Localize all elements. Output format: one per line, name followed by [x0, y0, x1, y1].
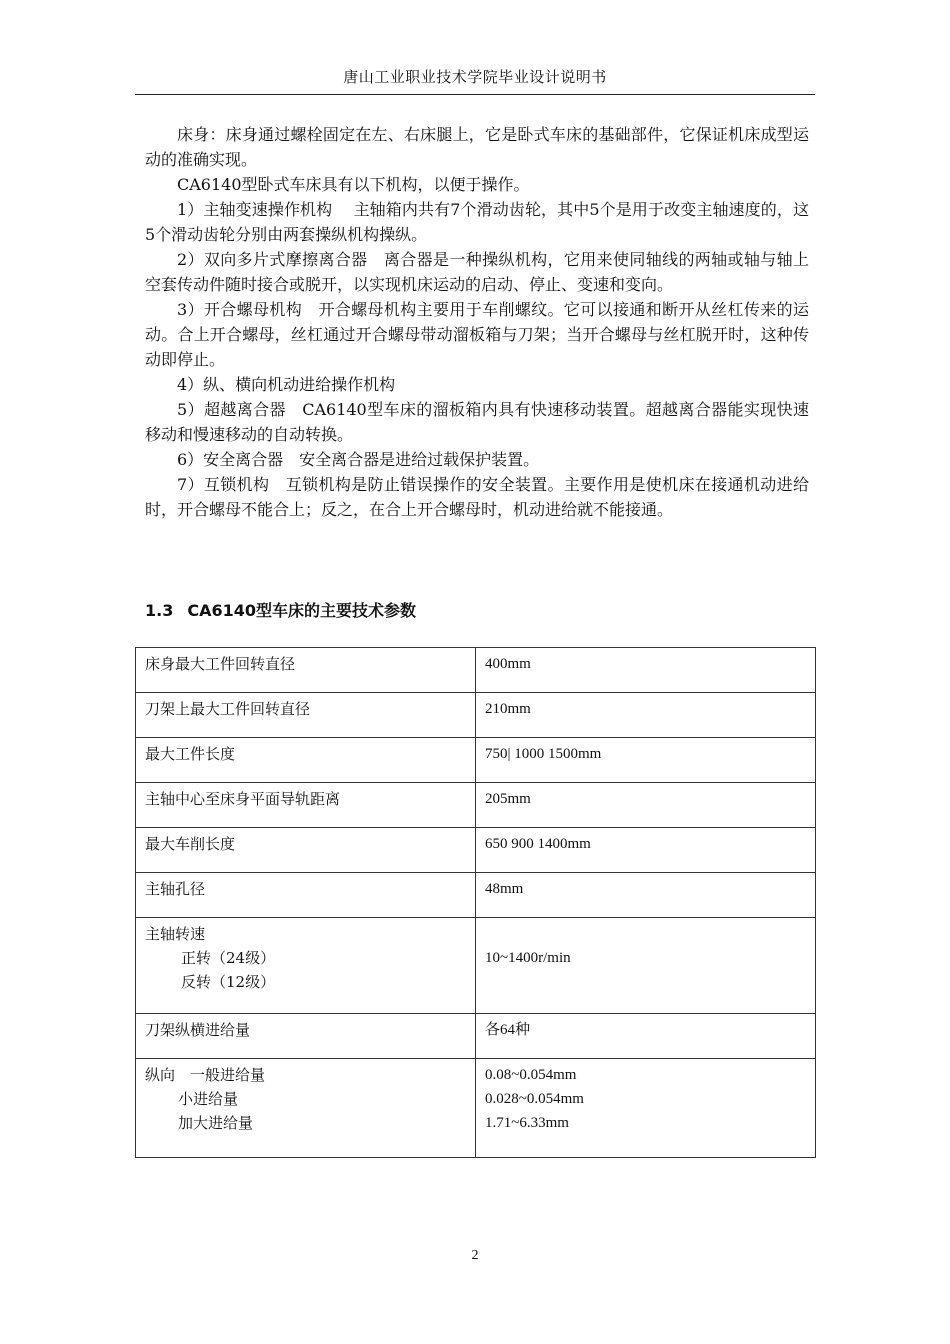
param-value: 0.08~0.054mm [485, 1067, 577, 1083]
header-divider [135, 94, 815, 95]
paragraph: CA6140型卧式车床具有以下机构，以便于操作。 [177, 175, 530, 194]
param-sublabel: 正转（24级） [181, 949, 276, 967]
param-value: 0.028~0.054mm [485, 1091, 584, 1107]
table-row [136, 693, 816, 738]
param-label: 纵向 一般进给量 [145, 1066, 266, 1084]
param-sublabel: 小进给量 [178, 1090, 239, 1108]
paragraph: 床身：床身通过螺栓固定在左、右床腿上，它是卧式车床的基础部件，它保证机床成型运动的准确实现。 [145, 125, 809, 169]
table-row [136, 648, 816, 693]
table-row [136, 738, 816, 783]
param-label: 刀架纵横进给量 [136, 1014, 476, 1059]
param-label: 主轴转速 [145, 925, 206, 943]
param-sublabel: 加大进给量 [178, 1114, 254, 1132]
paragraph: 5）超越离合器 CA6140型车床的溜板箱内具有快速移动装置。超越离合器能实现快速移动和慢速移动的自动转换。 [145, 400, 809, 444]
param-label: 床身最大工件回转直径 [136, 648, 476, 693]
param-sublabel: 反转（12级） [181, 973, 276, 991]
document-header: 唐山工业职业技术学院毕业设计说明书 [343, 68, 607, 86]
table-row [136, 828, 816, 873]
param-value: 400mm [476, 648, 816, 693]
paragraph: 2）双向多片式摩擦离合器 离合器是一种操纵机构，它用来使同轴线的两轴或轴与轴上空套传动件随时接合或脱开，以实现机床运动的启动、停止、变速和变向。 [145, 250, 809, 294]
param-label: 最大车削长度 [136, 828, 476, 873]
param-label: 主轴孔径 [136, 873, 476, 918]
param-label: 刀架上最大工件回转直径 [136, 693, 476, 738]
param-value-group [476, 1059, 816, 1158]
paragraph: 6）安全离合器 安全离合器是进给过载保护装置。 [177, 450, 540, 469]
section-heading [145, 598, 416, 621]
table-row [136, 918, 816, 1014]
body-text [145, 122, 809, 522]
param-value: 48mm [476, 873, 816, 918]
table-row [136, 783, 816, 828]
table-row [136, 1014, 816, 1059]
param-value-cell [476, 918, 816, 1014]
param-value: 650 900 1400mm [476, 828, 816, 873]
section-title: CA6140型车床的主要技术参数 [187, 601, 417, 620]
param-value: 各64种 [476, 1014, 816, 1059]
param-value: 1.71~6.33mm [485, 1115, 569, 1131]
param-value: 210mm [476, 693, 816, 738]
table-row [136, 1059, 816, 1158]
paragraph: 3）开合螺母机构 开合螺母机构主要用于车削螺纹。它可以接通和断开从丝杠传来的运动。合上开合螺母，丝杠通过开合螺母带动溜板箱与刀架；当开合螺母与丝杠脱开时，这种传动即停止。 [145, 300, 809, 369]
section-number: 1.3 [145, 601, 174, 620]
param-label: 主轴中心至床身平面导轨距离 [136, 783, 476, 828]
paragraph: 4）纵、横向机动进给操作机构 [177, 375, 396, 394]
parameters-table [135, 647, 816, 1158]
table-row [136, 873, 816, 918]
param-value: 750| 1000 1500mm [476, 738, 816, 783]
paragraph: 7）互锁机构 互锁机构是防止错误操作的安全装置。主要作用是使机床在接通机动进给时，开合螺母不能合上；反之，在合上开合螺母时，机动进给就不能接通。 [145, 475, 809, 519]
param-value: 10~1400r/min [485, 950, 571, 966]
param-label-group [136, 918, 476, 1014]
param-label-group [136, 1059, 476, 1158]
paragraph: 1）主轴变速操作机构 主轴箱内共有7个滑动齿轮，其中5个是用于改变主轴速度的，这5个滑动齿轮分别由两套操纵机构操纵。 [145, 200, 809, 244]
param-label: 最大工件长度 [136, 738, 476, 783]
param-value: 205mm [476, 783, 816, 828]
page-number: 2 [471, 1248, 479, 1263]
